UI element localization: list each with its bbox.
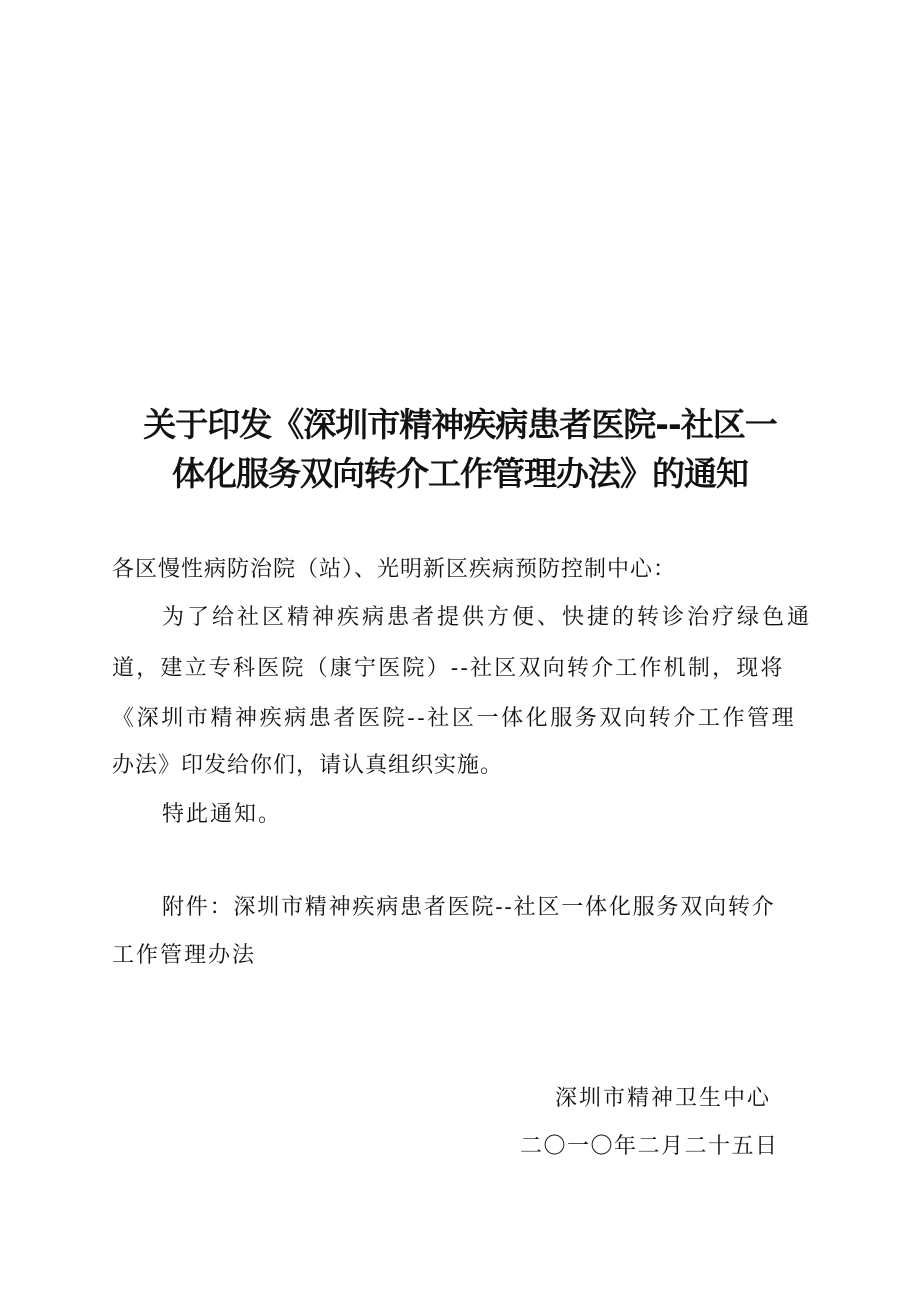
body-line-3: 《深圳市精神疾病患者医院--社区一体化服务双向转介工作管理 [112, 706, 797, 731]
notice-text: 特此通知。 [162, 802, 283, 827]
document-title-line-2: 体化服务双向转介工作管理办法》的通知 [172, 454, 748, 493]
body-line-4: 办法》印发给你们，请认真组织实施。 [112, 753, 504, 778]
attachment-line-1: 附件：深圳市精神疾病患者医院--社区一体化服务双向转介 [162, 895, 776, 920]
issue-date: 二〇一〇年二月二十五日 [520, 1134, 779, 1159]
issuer-name: 深圳市精神卫生中心 [555, 1086, 772, 1111]
salutation: 各区慢性病防治院（站）、光明新区疾病预防控制中心： [112, 557, 677, 582]
body-line-1: 为了给社区精神疾病患者提供方便、快捷的转诊治疗绿色通 [162, 605, 813, 630]
body-line-2: 道，建立专科医院（康宁医院）--社区双向转介工作机制，现将 [112, 656, 785, 681]
document-title-line-1: 关于印发《深圳市精神疾病患者医院--社区一 [143, 405, 777, 444]
attachment-line-2: 工作管理办法 [112, 943, 257, 968]
